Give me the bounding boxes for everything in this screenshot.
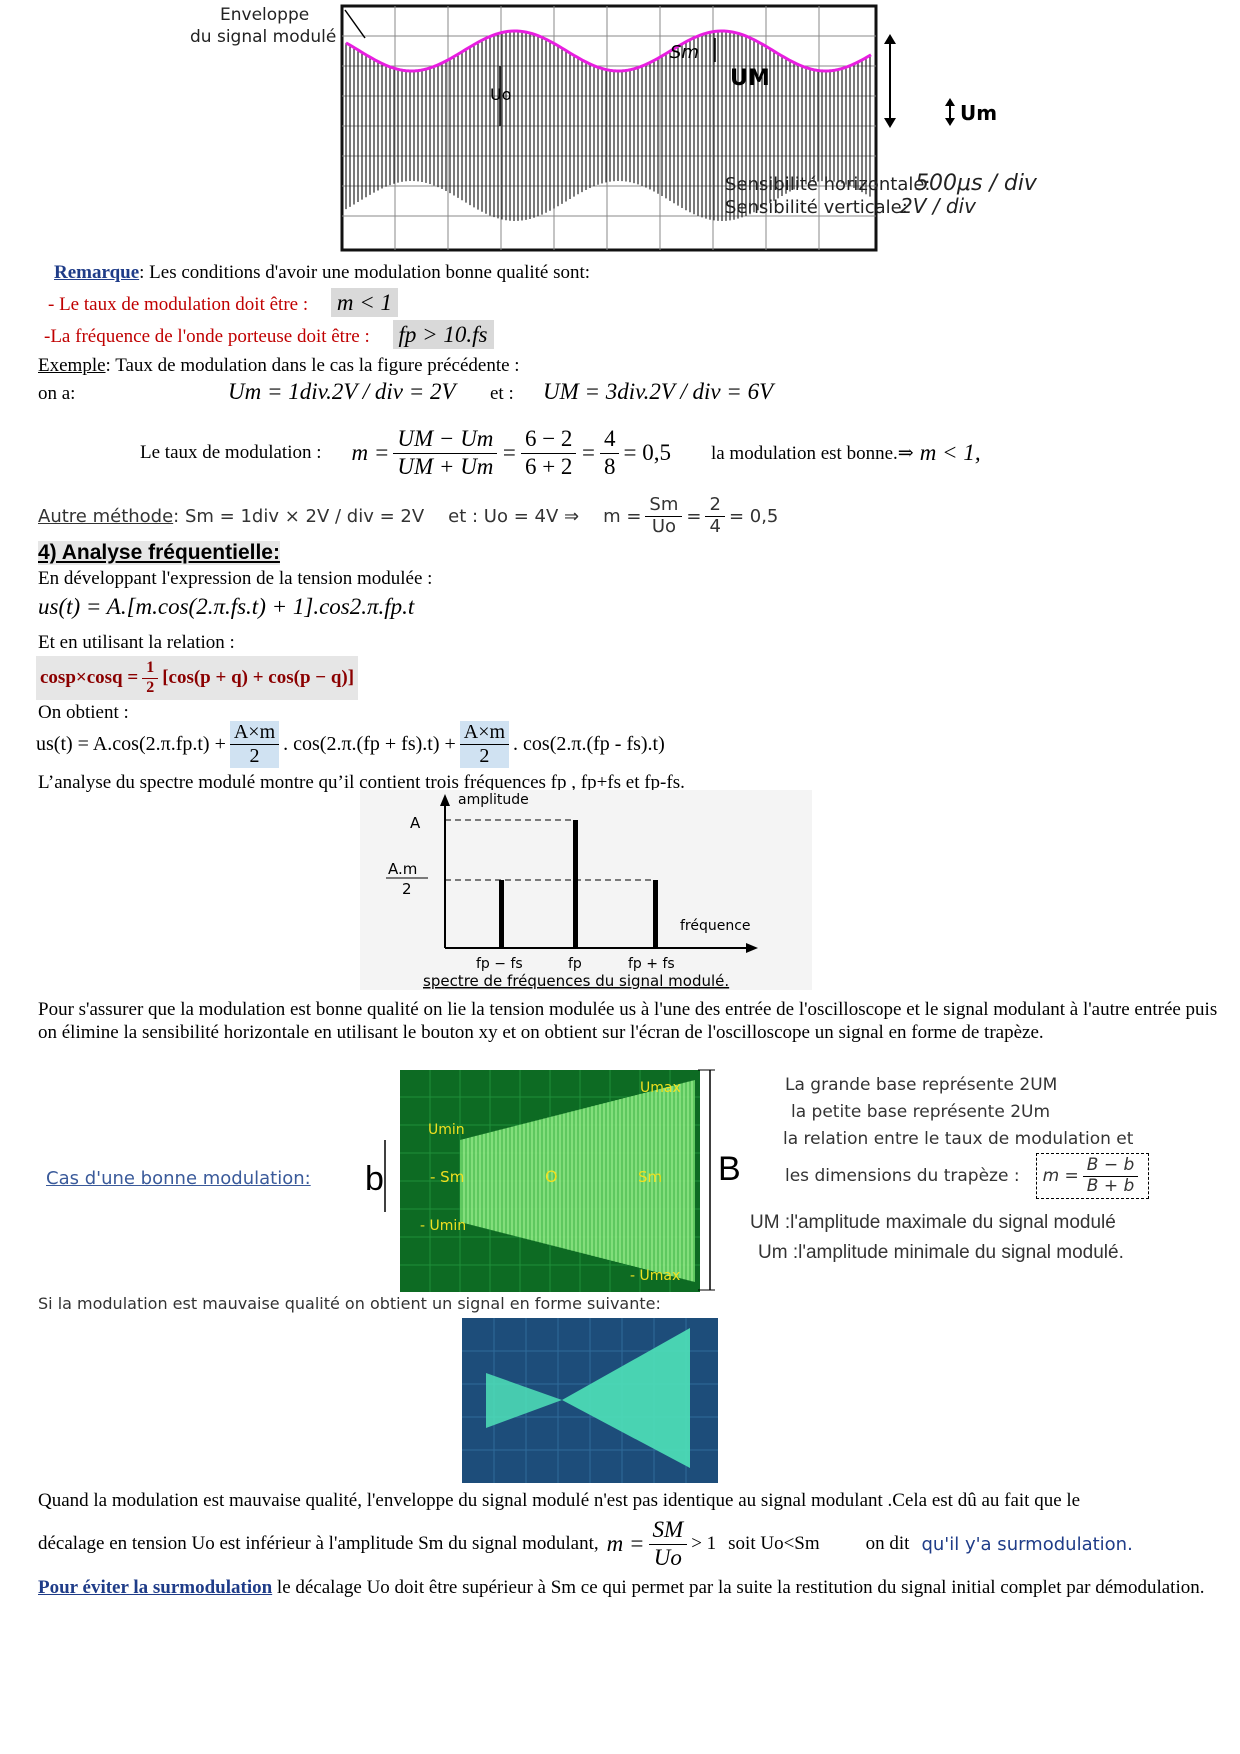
sens-h-label: Sensibilité horizontale: (725, 174, 931, 195)
section-4-line4: L’analyse du spectre modulé montre qu’il contient trois fréquences fp , fp+fs et fp-fs. (38, 772, 685, 793)
spectrum-tick-fp-minus-fs: fp − fs (476, 956, 523, 972)
spectrum-bar-fp-minus-fs (499, 880, 504, 948)
autre-frac2-num: 2 (705, 495, 724, 517)
section-4-eq1: us(t) = A.[m.cos(2.π.fs.t) + 1].cos2.π.fp.t (38, 594, 415, 619)
um-min-label: Um (960, 101, 998, 125)
condition-1-math: m < 1 (331, 288, 398, 317)
autre-m-eq: m = (603, 505, 642, 527)
trapeze-case-label: Cas d'une bonne modulation: (46, 1168, 311, 1189)
et-label: et : (490, 383, 514, 404)
avoid-text-2: démodulation. (1095, 1577, 1205, 1598)
taux-frac2-num: 6 − 2 (521, 426, 576, 453)
spectrum-bar-fp-plus-fs (653, 880, 658, 948)
bad-frac-num: SM (649, 1517, 688, 1544)
autre-methode-title: Autre méthode (38, 505, 174, 527)
section-4-line1: En développant l'expression de la tension modulée : (38, 568, 433, 589)
exemple-intro: : Taux de modulation dans le cas la figure précédente : (105, 355, 520, 376)
autre-result: = 0,5 (728, 505, 779, 527)
um-max-label: UM (730, 66, 770, 91)
spectrum-x-axis-label: fréquence (680, 918, 751, 934)
remarque-intro: : Les conditions d'avoir une modulation bonne qualité sont: (139, 262, 591, 283)
bad-modulation-screen (462, 1318, 718, 1483)
condition-2-text: -La fréquence de l'onde porteuse doit être : (44, 326, 370, 347)
eq3-frac2-num: A×m (460, 721, 509, 745)
Um-definition: Um :l'amplitude minimale du signal modulé. (758, 1242, 1124, 1263)
bow-tie-svg (462, 1318, 718, 1483)
taux-m-eq: m = (351, 440, 390, 465)
trapeze-origin: O (545, 1167, 558, 1186)
section-4-eq3 (36, 720, 665, 768)
trapeze-b-label: b (365, 1160, 384, 1198)
taux-conclusion: la modulation est bonne.⇒ (710, 442, 914, 464)
bad-para-2: décalage en tension Uo est inférieur à l'amplitude Sm du signal modulant, (38, 1533, 599, 1554)
spectrum-label-A: A (410, 814, 421, 832)
remarque-title: Remarque (54, 262, 140, 283)
trapeze-dimension-arrows (380, 1060, 720, 1300)
autre-frac1-den: Uo (651, 515, 676, 537)
on-a-line (38, 379, 1138, 405)
avoid-title: Pour éviter la surmodulation (38, 1577, 273, 1598)
eq3-frac2-den: 2 (479, 744, 490, 767)
avoid-text: le décalage Uo doit être supérieur à Sm ce qui permet par la suite la restitution du signal initial complet par (276, 1577, 1091, 1598)
envelope-label-2: du signal modulé (190, 27, 337, 47)
taux-conclusion-math: m < 1, (919, 440, 981, 465)
taux-frac3-den: 8 (603, 453, 616, 479)
eq3-frac1-num: A×m (230, 721, 279, 745)
eq3-part-c: . cos(2.π.(fp - fs).t) (513, 732, 665, 755)
condition-1-text: - Le taux de modulation doit être : (48, 294, 309, 315)
autre-methode-line: Autre méthode : Sm = 1div × 2V / div = 2V et : Uo = 4V ⇒ m = $\frac{Sm}{Uo}$ = $\frac{2}{4}$ = 0,5 (38, 493, 779, 537)
bad-para-1: Quand la modulation est mauvaise qualité, l'enveloppe du signal modulé n'est pas identique au signal modulant .Cela est dû au fait que le (38, 1490, 1081, 1511)
sens-v-label: Sensibilité verticale: (725, 197, 908, 218)
autre-methode-text1: : Sm = 1div × 2V / div = 2V (173, 505, 425, 527)
section-4-line2: Et en utilisant la relation : (38, 632, 235, 653)
eq3-part-b: . cos(2.π.(fp + fs).t) + (283, 732, 456, 755)
formula-num: B − b (1083, 1156, 1139, 1177)
condition-1 (48, 290, 398, 316)
eq3-frac1-den: 2 (249, 744, 260, 767)
bad-on-dit: on dit (865, 1533, 910, 1554)
spectrum-label-Am: A.m (388, 860, 418, 878)
desc-line-2: la petite base représente 2Um (791, 1102, 1051, 1122)
bad-para-2-line (38, 1514, 1133, 1574)
taux-frac2-den: 6 + 2 (524, 453, 573, 479)
eq2-frac-num: 1 (142, 659, 158, 678)
trapeze-umin-top: Umin (428, 1122, 465, 1138)
trapeze-umax-top: Umax (640, 1080, 681, 1096)
autre-frac1-num: Sm (645, 495, 682, 517)
exemple-title: Exemple (38, 355, 106, 376)
taux-frac3-num: 4 (600, 426, 620, 453)
section-4-heading: 4) Analyse fréquentielle: (38, 541, 280, 564)
xy-paragraph: Pour s'assurer que la modulation est bonne qualité on lie la tension modulée us à l'une des entrée de l'oscilloscope et le signal modulant à l'autre entrée puis on élimine la sensibilité horizontale en utilisant le bouton xy et on obtient sur l'écran de l'oscilloscope un signal en forme de trapèze. (38, 999, 1218, 1043)
scope-figure (170, 0, 1070, 255)
desc-line-4: les dimensions du trapèze : (785, 1165, 1020, 1186)
eq2-left: cosp×cosq = (40, 667, 139, 688)
um-equation: Um = 1div.2V / div = 2V (228, 379, 456, 404)
UM-definition: UM :l'amplitude maximale du signal modulé (750, 1212, 1116, 1233)
bad-frac-den: Uo (653, 1544, 682, 1570)
trapeze-sm-left: - Sm (430, 1168, 465, 1186)
bad-gt: > 1 (691, 1533, 717, 1554)
autre-methode-text2: et : Uo = 4V ⇒ (448, 505, 580, 527)
formula-den: B + b (1086, 1175, 1135, 1196)
taux-frac1-num: UM − Um (393, 426, 497, 453)
spectrum-tick-fp-plus-fs: fp + fs (628, 956, 675, 972)
bad-modulation-line: Si la modulation est mauvaise qualité on obtient un signal en forme suivante: (38, 1294, 661, 1313)
trapeze-description (785, 1072, 1149, 1199)
UM-equation: UM = 3div.2V / div = 6V (543, 379, 774, 404)
sens-h-value: 500μs / div (915, 171, 1037, 196)
eq2-frac-den: 2 (146, 678, 155, 696)
autre-frac2-den: 4 (709, 515, 721, 537)
formula-m: m = (1042, 1165, 1079, 1186)
eq3-part-a: us(t) = A.cos(2.π.fp.t) + (36, 732, 226, 755)
bad-m-eq: m = (606, 1531, 645, 1556)
spectrum-tick-fp: fp (568, 956, 582, 972)
taux-result: = 0,5 (623, 440, 671, 465)
scope-sm-label: Sm (670, 42, 699, 63)
remarque-line (54, 262, 590, 284)
spectrum-caption: spectre de fréquences du signal modulé. (423, 972, 730, 990)
bad-soit: soit Uo<Sm (728, 1533, 820, 1554)
avoid-paragraph (38, 1576, 1228, 1599)
trapeze-sm-right: Sm (638, 1168, 663, 1186)
trapeze-B-label: B (718, 1150, 741, 1188)
envelope-label-1: Enveloppe (220, 5, 310, 25)
section-4-eq2 (36, 656, 358, 700)
trapeze-umin-bottom: - Umin (420, 1218, 467, 1234)
scope-svg (170, 0, 1070, 255)
trapeze-umax-bottom: - Umax (630, 1268, 681, 1284)
section-4-line3: On obtient : (38, 702, 129, 723)
spectrum-svg (360, 790, 812, 990)
spectrum-label-Am-den: 2 (402, 880, 412, 898)
bad-surmodulation: qu'il y'a surmodulation. (921, 1533, 1133, 1555)
taux-label: Le taux de modulation : (140, 442, 322, 463)
taux-frac1-den: UM + Um (397, 453, 494, 479)
spectrum-bar-fp (573, 820, 578, 948)
taux-line: Le taux de modulation : m = $\frac{UM - Um}{UM + Um}$ = $\frac{6 - 2}{6 + 2}$ = $\frac{4}{8}$ = 0,5 la modulation est bonne.⇒ m < 1, (140, 426, 981, 479)
scope-uo-label: Uo (490, 85, 512, 104)
eq2-right: [cos(p + q) + cos(p − q)] (162, 667, 355, 688)
sens-v-value: 2V / div (900, 194, 976, 218)
spectrum-y-axis-label: amplitude (458, 792, 529, 808)
desc-line-3: la relation entre le taux de modulation et (783, 1129, 1134, 1149)
on-a-label: on a: (38, 383, 76, 404)
desc-line-1: La grande base représente 2UM (785, 1075, 1058, 1095)
condition-2 (44, 322, 494, 348)
condition-2-math: fp > 10.fs (393, 320, 494, 349)
spectrum-figure (360, 790, 812, 990)
exemple-line (38, 355, 520, 377)
formula-box (1036, 1153, 1150, 1199)
